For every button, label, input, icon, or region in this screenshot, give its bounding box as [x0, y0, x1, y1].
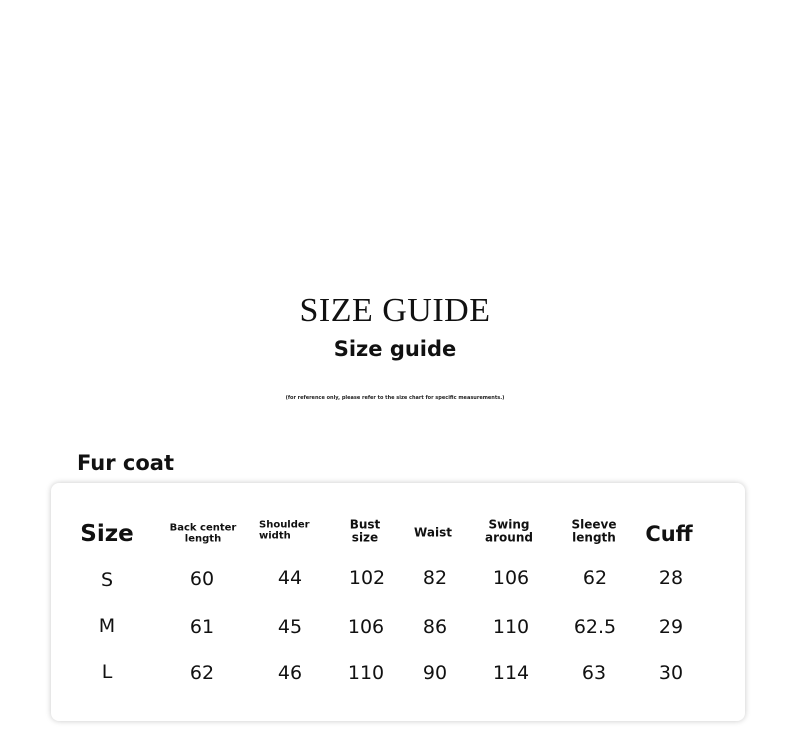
page-title: SIZE GUIDE [299, 292, 491, 329]
table-cell: 62 [189, 662, 215, 685]
table-cell: S [100, 569, 114, 592]
table-cell: 28 [658, 567, 684, 590]
table-cell: 46 [277, 662, 303, 685]
table-cell: L [101, 661, 113, 684]
column-header-swing-around: Swing around [485, 517, 533, 544]
table-cell: 62.5 [573, 616, 617, 639]
reference-note: (for reference only, please refer to the size chart for specific measurements.) [285, 395, 505, 401]
size-table-card [51, 483, 745, 721]
column-header-size: Size [80, 520, 134, 547]
table-cell: 102 [348, 567, 386, 590]
table-cell: 62 [582, 567, 608, 590]
table-cell: 110 [347, 662, 385, 685]
column-header-bust-size: Bust size [349, 517, 381, 544]
page-subtitle: Size guide [333, 337, 457, 361]
table-cell: 114 [492, 662, 530, 685]
table-cell: 45 [277, 616, 303, 639]
table-cell: 29 [658, 616, 684, 639]
table-cell: 63 [581, 662, 607, 685]
table-cell: 30 [658, 662, 684, 685]
table-cell: 44 [277, 567, 303, 590]
table-cell: 106 [492, 567, 530, 590]
table-cell: 60 [189, 568, 215, 591]
column-header-waist: Waist [414, 525, 452, 540]
table-cell: 82 [422, 567, 448, 590]
table-cell: 86 [422, 616, 448, 639]
column-header-back-center-length: Back center length [169, 522, 237, 544]
table-cell: M [98, 615, 116, 638]
section-title: Fur coat [77, 451, 175, 475]
column-header-sleeve-length: Sleeve length [571, 517, 617, 544]
table-cell: 90 [422, 662, 448, 685]
column-header-cuff: Cuff [645, 521, 693, 546]
table-cell: 106 [347, 616, 385, 639]
table-cell: 61 [189, 616, 215, 639]
table-cell: 110 [492, 616, 530, 639]
column-header-shoulder-width: Shoulder width [259, 519, 310, 541]
